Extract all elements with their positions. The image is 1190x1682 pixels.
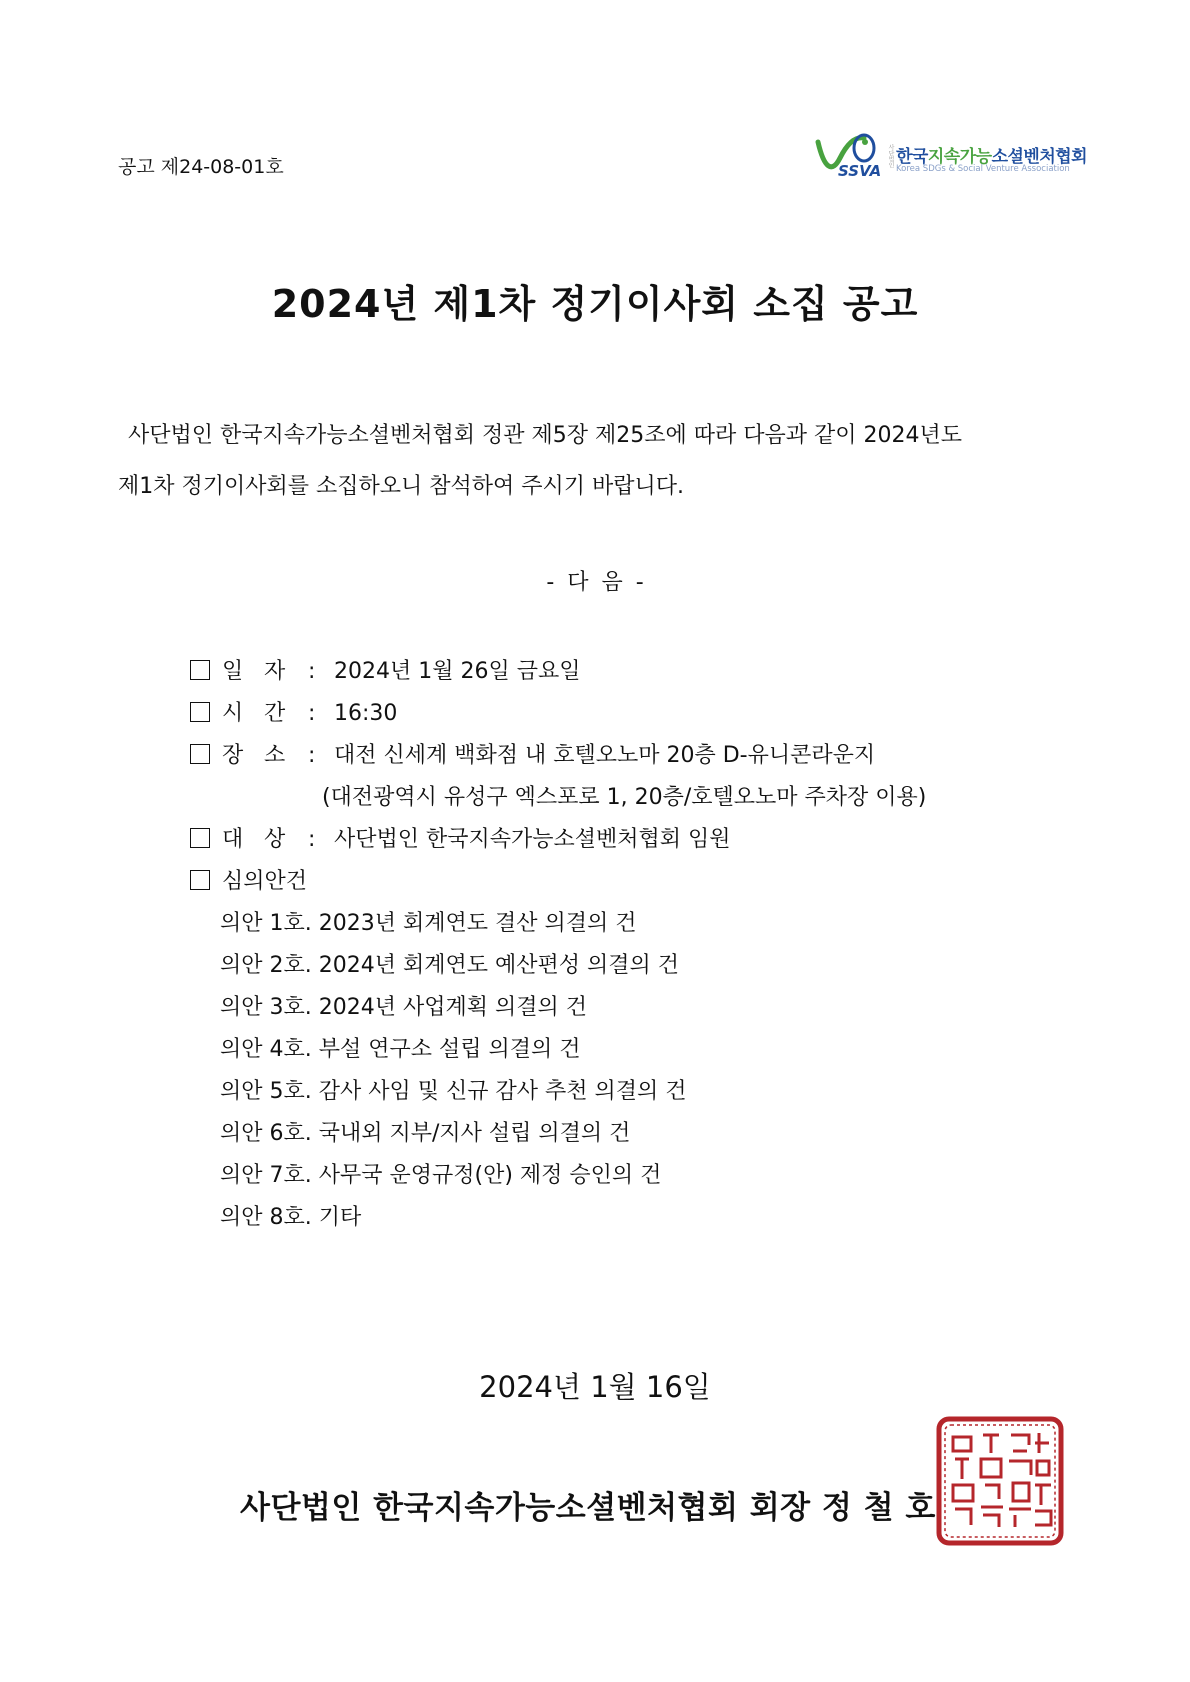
detail-label-a: 일	[222, 659, 244, 684]
detail-colon: :	[308, 659, 316, 684]
logo-name-ko: 한국지속가능소셜벤처협회	[896, 147, 1088, 167]
association-logo	[810, 128, 1090, 188]
agenda-item: 의안 6호. 국내외 지부/지사 설립 의결의 건	[220, 1121, 631, 1146]
detail-row	[190, 654, 580, 685]
logo-vertical-label: 사단법인	[887, 144, 894, 168]
body-line-2: 제1차 정기이사회를 소집하오니 참석하여 주시기 바랍니다.	[118, 474, 685, 499]
agenda-heading-label: 심의안건	[222, 869, 308, 894]
detail-label-b: 소	[264, 743, 286, 768]
detail-colon: :	[308, 701, 316, 726]
detail-value-line2: (대전광역시 유성구 엑스포로 1, 20층/호텔오노마 주차장 이용)	[322, 785, 927, 810]
next-heading: - 다 음 -	[546, 570, 644, 595]
detail-label-a: 대	[222, 827, 244, 852]
checkbox-square-icon	[190, 660, 210, 680]
detail-value: 16:30	[334, 701, 398, 726]
official-seal-icon	[935, 1415, 1065, 1547]
agenda-item: 의안 5호. 감사 사임 및 신규 감사 추천 의결의 건	[220, 1079, 687, 1104]
agenda-item: 의안 2호. 2024년 회계연도 예산편성 의결의 건	[220, 953, 679, 978]
detail-value: 사단법인 한국지속가능소셜벤처협회 임원	[334, 827, 731, 852]
detail-colon: :	[308, 743, 316, 768]
body-line-1: 사단법인 한국지속가능소셜벤처협회 정관 제5장 제25조에 따라 다음과 같이 2024년도	[128, 423, 962, 448]
agenda-item: 의안 4호. 부설 연구소 설립 의결의 건	[220, 1037, 581, 1062]
agenda-item: 의안 8호. 기타	[220, 1205, 362, 1230]
agenda-heading	[190, 864, 307, 895]
detail-value: 대전 신세계 백화점 내 호텔오노마 20층 D-유니콘라운지	[334, 743, 876, 768]
signature-line: 사단법인 한국지속가능소셜벤처협회 회장 정 철 호	[240, 1490, 936, 1526]
detail-row	[190, 822, 731, 853]
detail-value: 2024년 1월 26일 금요일	[334, 659, 581, 684]
detail-label-a: 시	[222, 701, 244, 726]
detail-row	[190, 738, 875, 769]
checkbox-square-icon	[190, 870, 210, 890]
notice-date: 2024년 1월 16일	[479, 1370, 711, 1404]
agenda-item: 의안 1호. 2023년 회계연도 결산 의결의 건	[220, 911, 637, 936]
body-paragraph	[118, 410, 1083, 512]
detail-label-b: 자	[264, 659, 286, 684]
page-title: 2024년 제1차 정기이사회 소집 공고	[271, 282, 919, 326]
detail-label-b: 간	[264, 701, 286, 726]
logo-abbr: SSVA	[838, 162, 882, 180]
checkbox-square-icon	[190, 744, 210, 764]
checkbox-square-icon	[190, 828, 210, 848]
notice-number: 공고 제24-08-01호	[118, 156, 284, 178]
agenda-item: 의안 7호. 사무국 운영규정(안) 제정 승인의 건	[220, 1163, 662, 1188]
detail-label-a: 장	[222, 743, 244, 768]
checkbox-square-icon	[190, 702, 210, 722]
logo-name-en: Korea SDGs & Social Venture Association	[896, 164, 1070, 174]
detail-row	[190, 696, 397, 727]
detail-label-b: 상	[264, 827, 286, 852]
agenda-item: 의안 3호. 2024년 사업계획 의결의 건	[220, 995, 587, 1020]
detail-colon: :	[308, 827, 316, 852]
